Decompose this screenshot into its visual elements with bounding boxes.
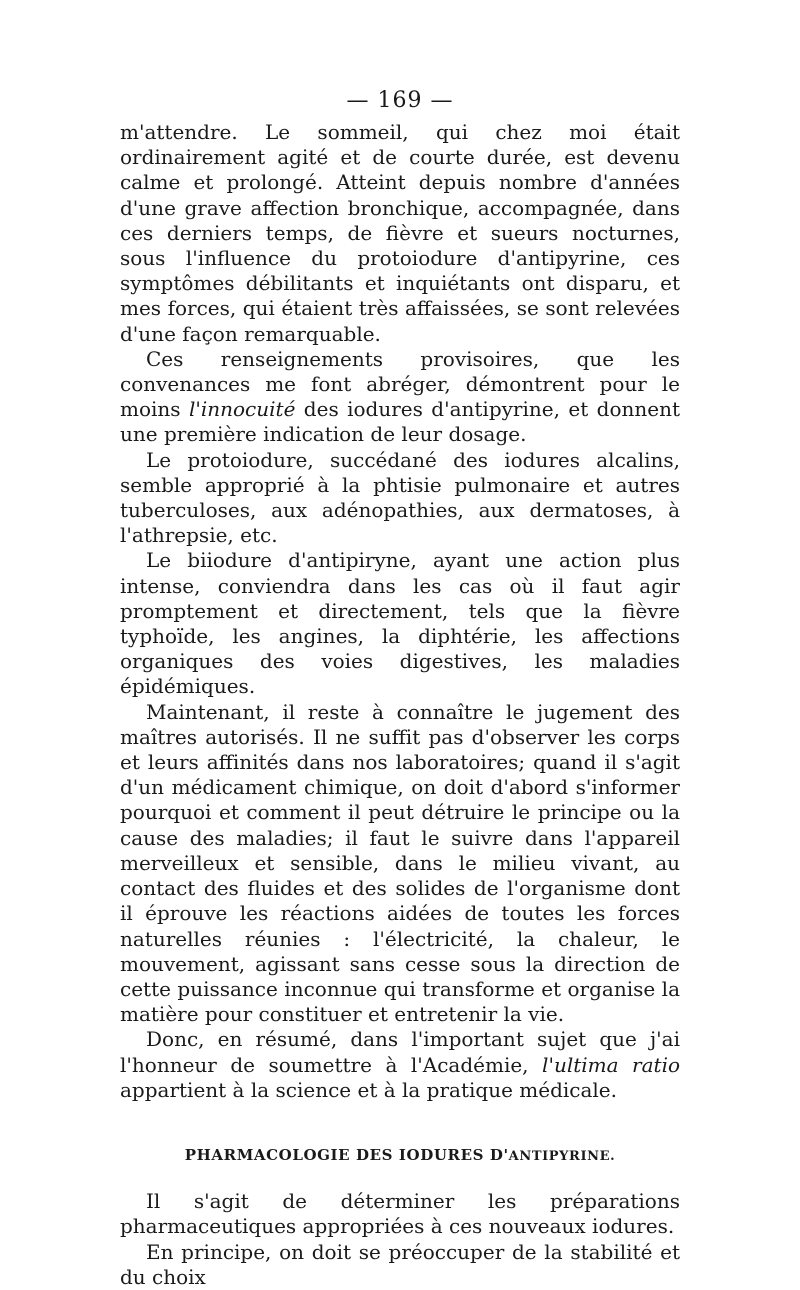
paragraph-text: des iodures d'antipyrine, et donnent une première indication de leur dosage. [120, 397, 681, 447]
paragraph-p5 [120, 700, 680, 1028]
paragraph-p3 [120, 448, 680, 549]
page-body [120, 120, 680, 1290]
paragraph-p6 [120, 1027, 680, 1103]
paragraph-text: Le protoiodure, succédané des iodures alcalins, semble approprié à la phtisie pulmonaire et autres tuberculoses, aux adénopathies, aux dermatoses, à l'athrepsie, etc. [120, 447, 680, 548]
page-number: — 169 — [346, 88, 454, 113]
paragraph-text: Maintenant, il reste à connaître le jugement des maîtres autorisés. Il ne suffit pas d'observer les corps et leurs affinités dans nos laboratoires; quand il s'agit d'un médicament chimique, on doit d'abord s'informer pourquoi et comment il peut détruire le principe ou la cause des maladies; il faut le suivre dans l'appareil merveilleux et sensible, dans le milieu vivant, au contact des fluides et des solides de l'organisme dont il éprouve les réactions aidées de toutes les forces naturelles réunies : l'électricité, la chaleur, le mouvement, agissant sans cesse sous la direction de cette puissance inconnue qui transforme et organise la matière pour constituer et entretenir la vie. [120, 699, 680, 1027]
section-title-main: PHARMACOLOGIE DES IODURES D' [184, 1145, 509, 1164]
italic-text: l'ultima ratio [542, 1052, 681, 1077]
paragraph-s2 [120, 1240, 680, 1290]
paragraph-text: m'attendre. Le sommeil, qui chez moi était ordinairement agité et de courte durée, est devenu calme et prolongé. Atteint depuis nombre d'années d'une grave affection bronchique, accompagnée, dans ces derniers temps, de fièvre et sueurs nocturnes, sous l'influence du protoiodure d'antipyrine, ces symptômes débilitants et inquiétants ont disparu, et mes forces, qui étaient très affaissées, se sont relevées d'une façon remarquable. [120, 120, 680, 346]
section-title-tail: ANTIPYRINE. [508, 1148, 616, 1164]
paragraph-text: Le biiodure d'antipiryne, ayant une action plus intense, conviendra dans les cas où il faut agir promptement et directement, tels que la fièvre typhoïde, les angines, la diphtérie, les affections organiques des voies digestives, les maladies épidémiques. [120, 548, 680, 699]
paragraph-p1 [120, 120, 680, 347]
paragraph-text: En principe, on doit se préoccuper de la stabilité et du choix [120, 1239, 680, 1289]
italic-text: l'innocuité [188, 397, 296, 422]
paragraph-text: appartient à la science et à la pratique médicale. [120, 1077, 617, 1102]
paragraph-p4 [120, 548, 680, 699]
section-title [120, 1143, 680, 1169]
paragraph-text: Il s'agit de déterminer les préparations pharmaceutiques appropriées à ces nouveaux iodures. [120, 1189, 680, 1239]
paragraph-text: Ces renseignements provisoires, que les convenances me font abréger, démontrent pour le moins [120, 346, 680, 422]
main-paragraphs [120, 120, 680, 1103]
paragraph-s1 [120, 1189, 680, 1239]
paragraph-p2 [120, 347, 680, 448]
section-paragraphs [120, 1189, 680, 1290]
paragraph-text: Donc, en résumé, dans l'important sujet que j'ai l'honneur de soumettre à l'Académie, [120, 1027, 680, 1077]
